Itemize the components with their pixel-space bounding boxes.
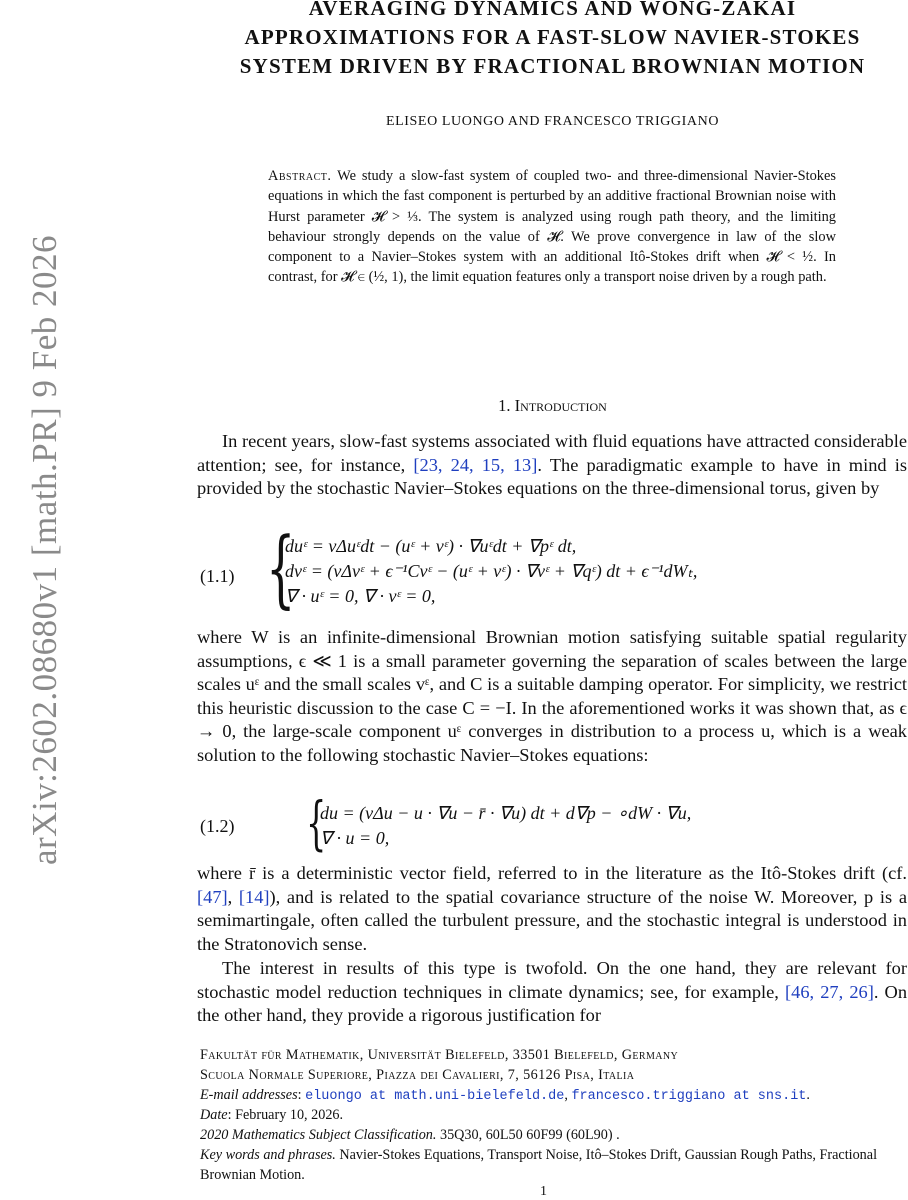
paragraph-3 (197, 862, 907, 956)
keywords-value: Navier-Stokes Equations, Transport Noise, Itô–Stokes Drift, Gaussian Rough Paths, Fractional Brownian Motion. (200, 1146, 878, 1183)
paragraph-2-text: where W is an infinite-dimensional Brownian motion satisfying suitable spatial regularity assumptions, ϵ ≪ 1 is a small parameter governing the separation of scales between the large scales uᵋ and the small scales vᵋ, and C is a suitable damping operator. For simplicity, we restrict this heuristic discussion to the case C = −I. In the aforementioned works it was shown that, as ϵ → 0, the large-scale component uᵋ converges in distribution to a process u, which is a weak solution to the following stochastic Navier–Stokes equations: (197, 627, 907, 765)
paragraph-1-text-b: . The paradigmatic example to have in mind is provided by the stochastic Navier–Stokes equations on the three-dimensional torus, given by (197, 454, 907, 499)
title-line-1: AVERAGING DYNAMICS AND WONG-ZAKAI (308, 0, 797, 20)
affiliation-1: Fakultät für Mathematik, Universität Bielefeld, 33501 Bielefeld, Germany (200, 1047, 679, 1063)
date-value: : February 10, 2026. (227, 1107, 344, 1124)
citation-link-47[interactable]: [47] (197, 886, 228, 907)
msc-line (200, 1126, 908, 1146)
authors: ELISEO LUONGO AND FRANCESCO TRIGGIANO (385, 114, 720, 129)
footnotes (200, 1046, 908, 1186)
equation-1-2-line-1: du = (νΔu − u · ∇u − r̄ · ∇u) dt + d∇p − ∘dW · ∇u, (320, 803, 692, 823)
equation-1-2-brace: { (306, 789, 327, 857)
page-number: 1 (540, 1184, 547, 1199)
paragraph-1 (197, 430, 907, 501)
email-link-2[interactable]: francesco.triggiano at sns.it (571, 1088, 807, 1104)
date-line (200, 1106, 908, 1126)
equation-1-2-line-2: ∇ · u = 0, (320, 828, 390, 848)
citation-link-group-1[interactable]: [23, 24, 15, 13] (413, 454, 538, 475)
section-heading (200, 396, 905, 416)
email-link-1[interactable]: eluongo at math.uni-bielefeld.de (305, 1088, 565, 1104)
paragraph-2 (197, 626, 907, 768)
affiliation-2: Scuola Normale Superiore, Piazza dei Cavalieri, 7, 56126 Pisa, Italia (200, 1066, 635, 1083)
keywords-label: Key words and phrases. (200, 1146, 336, 1163)
paragraph-1-text-a: In recent years, slow-fast systems associated with fluid equations have attracted considerable attention; see, for instance, (197, 431, 907, 475)
paragraph-4-text-a: The interest in results of this type is twofold. On the one hand, they are relevant for stochastic model reduction techniques in climate dynamics; see, for example, (197, 958, 907, 1002)
email-label: E-mail addresses (200, 1086, 298, 1103)
equation-1-1-line-3: ∇ · uᵋ = 0, ∇ · vᵋ = 0, (285, 586, 436, 606)
email-separator: : (297, 1086, 306, 1103)
paragraph-3-text-a: where r̄ is a deterministic vector field, referred to in the literature as the Itô-Stokes drift (cf. (197, 863, 907, 883)
equation-1-1-line-2: dvᵋ = (νΔvᵋ + ϵ⁻¹Cvᵋ − (uᵋ + vᵋ) · ∇vᵋ + ∇qᵋ) dt + ϵ⁻¹dWₜ, (285, 561, 698, 581)
equation-1-1 (285, 534, 697, 609)
equation-1-1-label: (1.1) (200, 566, 235, 586)
paragraph-4 (197, 957, 907, 1028)
paragraph-3-text-b: ), and is related to the spatial covariance structure of the noise W. Moreover, p is a semimartingale, often called the turbulent pressure, and the stochastic integral is understood in the Stratonovich sense. (197, 886, 907, 954)
msc-label: 2020 Mathematics Subject Classification. (200, 1127, 437, 1144)
citation-link-14[interactable]: [14] (238, 886, 270, 907)
title-line-3: SYSTEM DRIVEN BY FRACTIONAL BROWNIAN MOTION (239, 54, 866, 78)
equation-1-2-label: (1.2) (200, 816, 235, 836)
equation-1-2 (320, 801, 691, 851)
date-label: Date (200, 1107, 228, 1124)
abstract (268, 166, 836, 288)
paragraph-4-text-b: . On the other hand, they provide a rigorous justification for (197, 981, 908, 1026)
section-number: 1. (498, 396, 511, 415)
abstract-text: We study a slow-fast system of coupled two- and three-dimensional Navier-Stokes equations in which the fast component is perturbed by an additive fractional Brownian noise with Hurst parameter 𝓗 > ⅓. The system is analyzed using rough path theory, and the limiting behaviour strongly depends on the value of 𝓗. We prove convergence in law of the slow component to a Navier–Stokes system with an additional Itô-Stokes drift when 𝓗 < ½. In contrast, for 𝓗 ∈ (½, 1), the limit equation features only a transport noise driven by a rough path. (268, 168, 836, 286)
arxiv-sidebar-stamp: arXiv:2602.08680v1 [math.PR] 9 Feb 2026 (25, 234, 64, 866)
email-end: . (806, 1086, 810, 1103)
section-title: Introduction (514, 396, 607, 415)
email-comma: , (564, 1086, 572, 1103)
email-line (200, 1086, 908, 1107)
equation-1-1-line-1: duᵋ = νΔuᵋdt − (uᵋ + vᵋ) · ∇uᵋdt + ∇pᵋ dt, (285, 536, 577, 556)
paper-title (200, 0, 905, 81)
citation-link-group-2[interactable]: [46, 27, 26] (785, 981, 874, 1002)
msc-value: 35Q30, 60L50 60F99 (60L90) . (436, 1127, 620, 1144)
equation-1-1-brace: { (266, 519, 296, 617)
title-line-2: APPROXIMATIONS FOR A FAST-SLOW NAVIER-STOKES (244, 25, 861, 49)
paragraph-3-text-mid: , (227, 886, 239, 907)
keywords-line (200, 1146, 908, 1186)
abstract-label: Abstract. (268, 168, 332, 184)
